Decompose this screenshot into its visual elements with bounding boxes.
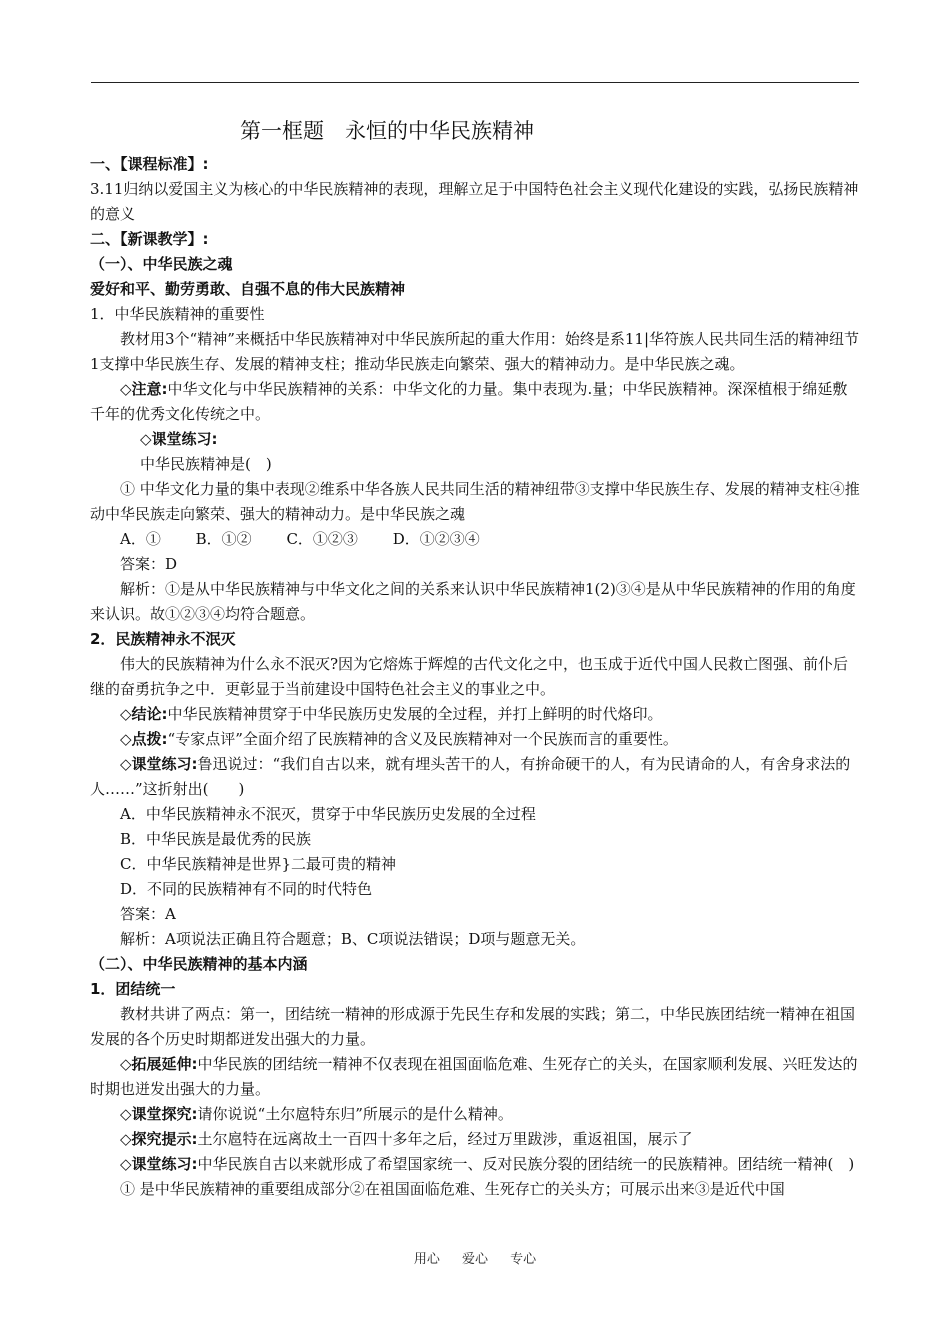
exercise2-answer: 答案：A [120, 905, 176, 923]
note-label: ◇注意: [120, 380, 168, 398]
option-b: B．①② [195, 530, 252, 548]
exercise-analysis: 解析：①是从中华民族精神与中华文化之间的关系来认识中华民族精神1(2)③④是从中华民族精神的作用的角度来认识。故①②③④均符合题意。 [90, 580, 856, 623]
exercise2-analysis: 解析：A项说法正确且符合题意；B、C项说法错误；D项与题意无关。 [120, 930, 586, 948]
exercise-label: ◇课堂练习: [140, 430, 218, 448]
exercise2-option-b: B．中华民族是最优秀的民族 [120, 830, 312, 848]
item-heading-unity: 1．团结统一 [90, 980, 176, 998]
explore-paragraph [90, 1102, 862, 1127]
conclusion-paragraph [90, 702, 862, 727]
section-heading-standards: 一、【课程标准】: [90, 155, 209, 173]
tip-label: ◇点拨: [120, 730, 168, 748]
extension-paragraph [90, 1052, 862, 1102]
hint-label: ◇探究提示: [120, 1130, 198, 1148]
exercise2-question: 鲁迅说过：“我们自古以来，就有埋头苦干的人，有拚命硬干的人，有为民请命的人，有舍身求法的人……”这折射出( ) [90, 755, 851, 798]
option-c: C．①②③ [286, 530, 358, 548]
page-footer [0, 1248, 950, 1267]
item-heading-importance: 1．中华民族精神的重要性 [90, 305, 265, 323]
exercise3-paragraph [90, 1152, 862, 1177]
conclusion-label: ◇结论: [120, 705, 168, 723]
exercise-choices: ① 中华文化力量的集中表现②维系中华各族人民共同生活的精神纽带③支撑中华民族生存、发展的精神支柱④推动中华民族走向繁荣、强大的精神动力。是中华民族之魂 [90, 480, 860, 523]
exercise3-question: 中华民族自古以来就形成了希望国家统一、反对民族分裂的团结统一的民族精神。团结统一精神( ) [197, 1155, 855, 1173]
exercise3-choices: ① 是中华民族精神的重要组成部分②在祖国面临危难、生死存亡的关头方；可展示出来③是近代中国 [120, 1180, 785, 1198]
exercise2-option-c: C．中华民族精神是世界}二最可贵的精神 [120, 855, 397, 873]
immortal-paragraph: 伟大的民族精神为什么永不泯灭?因为它熔炼于辉煌的古代文化之中，也玉成于近代中国人民救亡图强、前仆后继的奋勇抗争之中．更彰显于当前建设中国特色社会主义的事业之中。 [90, 655, 849, 698]
tip-text: “专家点评”全面介绍了民族精神的含义及民族精神对一个民族而言的重要性。 [167, 730, 678, 748]
exercise3-label: ◇课堂练习: [120, 1155, 198, 1173]
exercise-answer: 答案：D [120, 555, 178, 573]
exercise2-label: ◇课堂练习: [120, 755, 198, 773]
option-d: D．①②③④ [392, 530, 480, 548]
section-heading-teaching: 二、【新课教学】: [90, 230, 209, 248]
exercise2-option-d: D．不同的民族精神有不同的时代特色 [120, 880, 373, 898]
footer-word-1: 用心 [413, 1252, 440, 1267]
tip-paragraph [90, 727, 862, 752]
page-title: 第一框题 永恒的中华民族精神 [240, 119, 534, 143]
exercise-options [90, 527, 862, 552]
exercise2-option-a: A．中华民族精神永不泯灭，贯穿于中华民族历史发展的全过程 [120, 805, 536, 823]
document-body [90, 116, 862, 1202]
note-text: 中华文化与中华民族精神的关系：中华文化的力量。集中表现为.量；中华民族精神。深深植根于绵延敷千年的优秀文化传统之中。 [90, 380, 848, 423]
item-heading-immortal: 2．民族精神永不泯灭 [90, 630, 236, 648]
footer-word-2: 爱心 [461, 1252, 488, 1267]
extension-label: ◇拓展延伸: [120, 1055, 198, 1073]
conclusion-text: 中华民族精神贯穿于中华民族历史发展的全过程，并打上鲜明的时代烙印。 [167, 705, 663, 723]
standards-text: 3.11归纳以爱国主义为核心的中华民族精神的表现，理解立足于中国特色社会主义现代化建设的实践，弘扬民族精神的意义 [90, 180, 859, 223]
part-heading-soul: （一）、中华民族之魂 [90, 255, 233, 273]
part-heading-connotation: （二）、中华民族精神的基本内涵 [90, 955, 308, 973]
footer-word-3: 专心 [510, 1252, 537, 1267]
hint-text: 土尔扈特在远离故土一百四十多年之后，经过万里跋涉，重返祖国，展示了 [197, 1130, 693, 1148]
hint-paragraph [90, 1127, 862, 1152]
option-a: A．① [120, 530, 161, 548]
exercise-question: 中华民族精神是( ) [140, 455, 272, 473]
importance-paragraph: 教材用3个“精神”来概括中华民族精神对中华民族所起的重大作用：始终是系11|华符族人民共同生活的精神纽节1支撑中华民族生存、发展的精神支柱；推动华民族走向繁荣、强大的精神动力。是中华民族之魂。 [90, 330, 860, 373]
part-subheading: 爱好和平、勤劳勇敢、自强不息的伟大民族精神 [90, 280, 406, 298]
note-paragraph [90, 377, 862, 427]
explore-label: ◇课堂探究: [120, 1105, 198, 1123]
header-rule [91, 82, 859, 83]
unity-paragraph: 教材共讲了两点：第一，团结统一精神的形成源于先民生存和发展的实践；第二，中华民族团结统一精神在祖国发展的各个历史时期都迸发出强大的力量。 [90, 1005, 856, 1048]
extension-text: 中华民族的团结统一精神不仅表现在祖国面临危难、生死存亡的关头，在国家顺利发展、兴旺发达的时期也迸发出强大的力量。 [90, 1055, 858, 1098]
explore-text: 请你说说“土尔扈特东归”所展示的是什么精神。 [197, 1105, 513, 1123]
exercise2-paragraph [90, 752, 862, 802]
